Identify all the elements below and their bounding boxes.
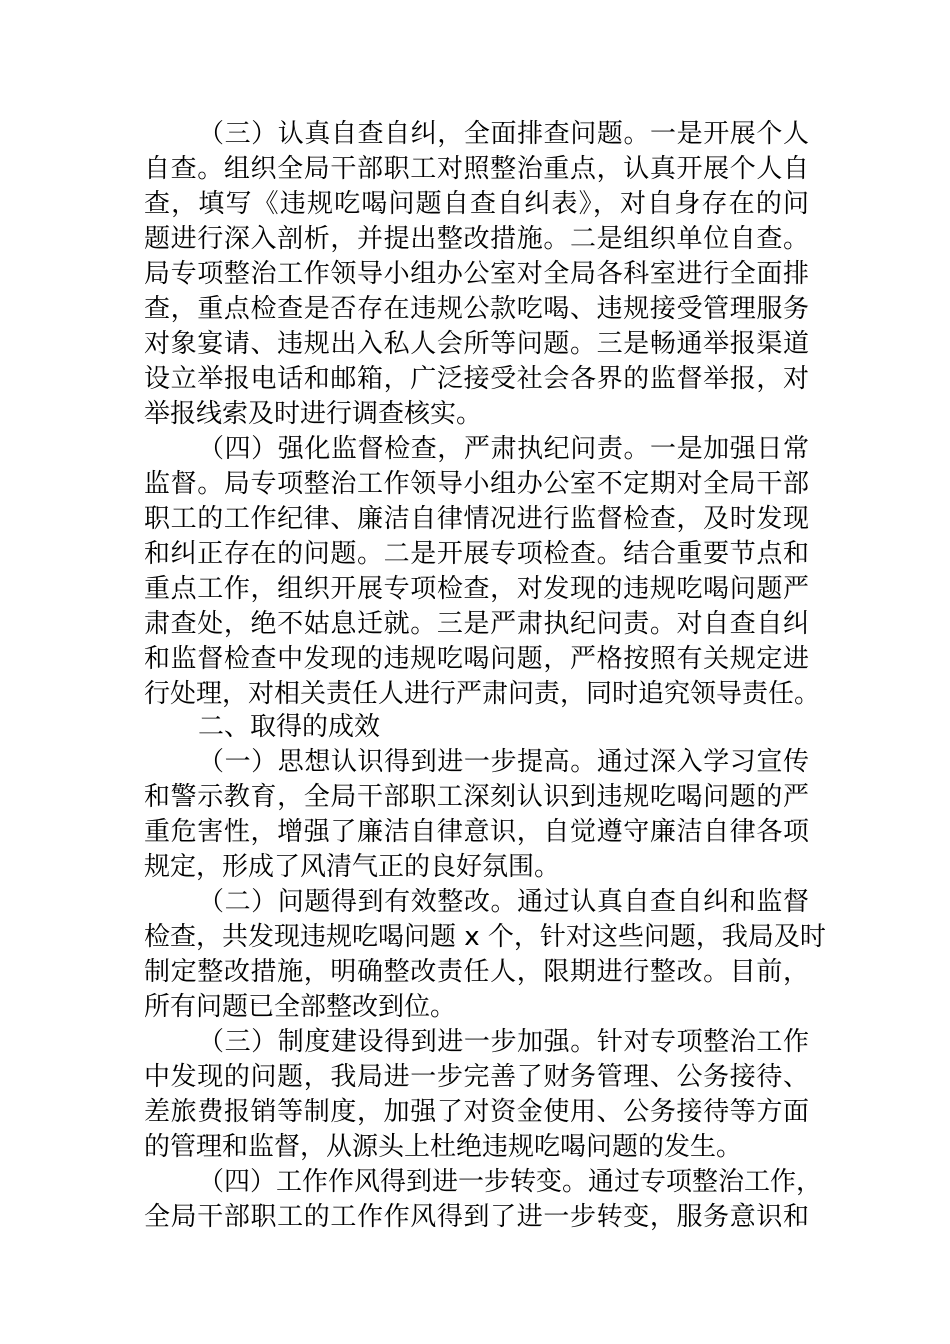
paragraph-line: 和监督检查中发现的违规吃喝问题，严格按照有关规定进 (144, 644, 809, 674)
paragraph-line: 规定，形成了风清气正的良好氛围。 (144, 852, 561, 882)
paragraph-line: 设立举报电话和邮箱，广泛接受社会各界的监督举报，对 (144, 364, 809, 394)
paragraph-line: 肃查处，绝不姑息迁就。三是严肃执纪问责。对自查自纠 (144, 609, 809, 639)
paragraph-line: 职工的工作纪律、廉洁自律情况进行监督检查，及时发现 (144, 504, 809, 534)
paragraph-line: 对象宴请、违规出入私人会所等问题。三是畅通举报渠道 (144, 329, 809, 359)
paragraph-line: 查，填写《违规吃喝问题自查自纠表》，对自身存在的问 (144, 189, 809, 219)
paragraph-line: 全局干部职工的工作作风得到了进一步转变，服务意识和 (144, 1202, 809, 1232)
paragraph-line: 的管理和监督，从源头上杜绝违规吃喝问题的发生。 (144, 1132, 743, 1162)
section-heading: 二、取得的成效 (198, 712, 381, 742)
paragraph-line: 中发现的问题，我局进一步完善了财务管理、公务接待、 (144, 1062, 809, 1092)
paragraph-line: 自查。组织全局干部职工对照整治重点，认真开展个人自 (144, 154, 809, 184)
paragraph-line: （四）强化监督检查，严肃执纪问责。一是加强日常 (198, 434, 809, 464)
paragraph-line: 重危害性，增强了廉洁自律意识，自觉遵守廉洁自律各项 (144, 817, 809, 847)
paragraph-line: 差旅费报销等制度，加强了对资金使用、公务接待等方面 (144, 1097, 809, 1127)
paragraph-line: 题进行深入剖析，并提出整改措施。二是组织单位自查。 (144, 224, 809, 254)
paragraph-line: 检查，共发现违规吃喝问题 x 个，针对这些问题，我局及时 (144, 922, 826, 952)
paragraph-line: （三）认真自查自纠，全面排查问题。一是开展个人 (198, 119, 809, 149)
paragraph-line: （三）制度建设得到进一步加强。针对专项整治工作 (198, 1027, 809, 1057)
paragraph-line: （一）思想认识得到进一步提高。通过深入学习宣传 (198, 747, 809, 777)
paragraph-line: （四）工作作风得到进一步转变。通过专项整治工作， (198, 1167, 823, 1197)
paragraph-line: 行处理，对相关责任人进行严肃问责，同时追究领导责任。 (144, 679, 821, 709)
paragraph-line: 查，重点检查是否存在违规公款吃喝、违规接受管理服务 (144, 294, 809, 324)
paragraph-line: 重点工作，组织开展专项检查，对发现的违规吃喝问题严 (144, 574, 809, 604)
paragraph-line: （二）问题得到有效整改。通过认真自查自纠和监督 (198, 887, 809, 917)
paragraph-line: 和纠正存在的问题。二是开展专项检查。结合重要节点和 (144, 539, 809, 569)
paragraph-line: 局专项整治工作领导小组办公室对全局各科室进行全面排 (144, 259, 809, 289)
paragraph-line: 监督。局专项整治工作领导小组办公室不定期对全局干部 (144, 469, 809, 499)
paragraph-line: 和警示教育，全局干部职工深刻认识到违规吃喝问题的严 (144, 782, 809, 812)
paragraph-line: 举报线索及时进行调查核实。 (144, 399, 483, 429)
paragraph-line: 所有问题已全部整改到位。 (144, 992, 457, 1022)
paragraph-line: 制定整改措施，明确整改责任人，限期进行整改。目前， (144, 957, 809, 987)
